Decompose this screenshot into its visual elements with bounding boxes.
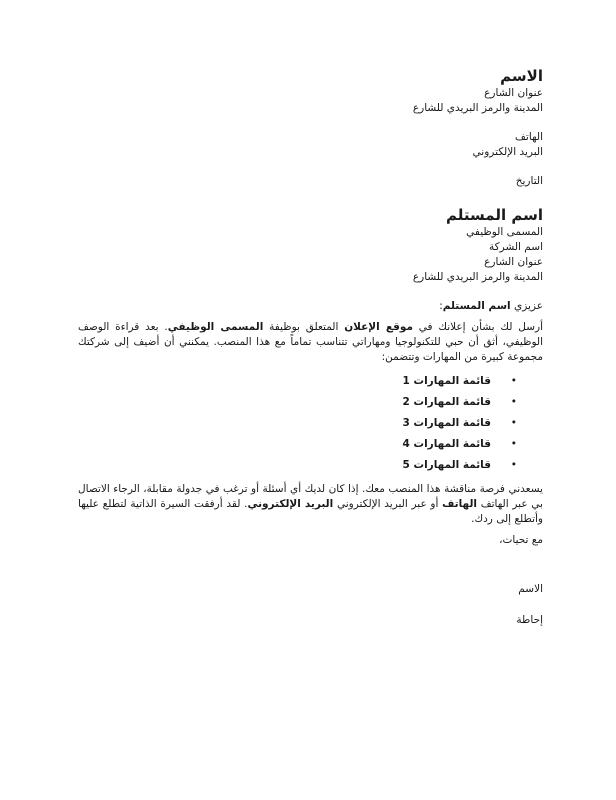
skill-label: قائمة المهارات 4 bbox=[402, 438, 491, 450]
skill-label: قائمة المهارات 2 bbox=[402, 396, 491, 408]
skill-label: قائمة المهارات 1 bbox=[402, 375, 491, 387]
bullet-icon: • bbox=[510, 375, 517, 387]
list-item bbox=[78, 371, 517, 392]
ad-location: موقع الإعلان bbox=[344, 321, 413, 333]
intro-text-2: المتعلق بوظيفة bbox=[263, 321, 345, 333]
contact-paragraph bbox=[78, 482, 543, 527]
contact-text-3: . لقد أرفقت السيرة الذاتية لتطلع عليها وأتطلع إلى ردك. bbox=[78, 498, 543, 525]
sender-phone: الهاتف bbox=[515, 131, 543, 143]
sender-city-zip: المدينة والرمز البريدي للشارع bbox=[412, 102, 543, 114]
job-title-reference: المسمى الوظيفي bbox=[167, 321, 264, 333]
contact-text-1: يسعدني فرصة مناقشة هذا المنصب معك. إذا كان لديك أي أسئلة أو ترغب في جدولة مقابلة، الرجاء الاتصال بي عبر الهاتف bbox=[78, 483, 543, 510]
bullet-icon: • bbox=[510, 438, 517, 450]
recipient-street: عنوان الشارع bbox=[484, 256, 543, 268]
greeting-recipient-name: اسم المستلم bbox=[442, 300, 511, 312]
phone-reference: الهاتف bbox=[442, 498, 477, 510]
list-item bbox=[78, 434, 517, 455]
closing: مع تحيات، bbox=[499, 534, 543, 546]
signature-name: الاسم bbox=[518, 583, 543, 595]
recipient-job-title: المسمى الوظيفي bbox=[466, 226, 543, 238]
email-reference: البريد الإلكتروني bbox=[247, 498, 334, 510]
bullet-icon: • bbox=[510, 459, 517, 471]
enclosure-note: إحاطة bbox=[516, 614, 543, 626]
sender-street: عنوان الشارع bbox=[484, 87, 543, 99]
cover-letter-page bbox=[78, 66, 543, 628]
recipient-company: اسم الشركة bbox=[489, 241, 543, 253]
sender-name: الاسم bbox=[500, 67, 543, 85]
intro-paragraph bbox=[78, 320, 543, 365]
contact-text-2: أو عبر البريد الإلكتروني bbox=[333, 498, 443, 510]
intro-text-3: . بعد قراءة الوصف الوظيفي، أثق أن حبي للتكنولوجيا ومهاراتي تتناسب تماماً مع هذا المنصب. يمكنني أن أضيف إلى شركتك مجموعة كبيرة من المهارات وتتضمن: bbox=[78, 321, 543, 363]
skill-label: قائمة المهارات 5 bbox=[402, 459, 491, 471]
intro-text-1: أرسل لك بشأن إعلانك في bbox=[412, 321, 543, 333]
greeting-prefix: عزيزي bbox=[510, 300, 543, 312]
list-item bbox=[78, 392, 517, 413]
recipient-name: اسم المستلم bbox=[446, 206, 543, 224]
sender-email: البريد الإلكتروني bbox=[472, 146, 543, 158]
recipient-block bbox=[78, 205, 543, 285]
bullet-icon: • bbox=[510, 396, 517, 408]
skills-list bbox=[78, 371, 543, 476]
list-item bbox=[78, 455, 517, 476]
skill-label: قائمة المهارات 3 bbox=[402, 417, 491, 429]
list-item bbox=[78, 413, 517, 434]
recipient-city-zip: المدينة والرمز البريدي للشارع bbox=[412, 271, 543, 283]
greeting bbox=[78, 299, 543, 314]
greeting-suffix: : bbox=[439, 300, 443, 312]
bullet-icon: • bbox=[510, 417, 517, 429]
letter-date: التاريخ bbox=[515, 175, 543, 187]
